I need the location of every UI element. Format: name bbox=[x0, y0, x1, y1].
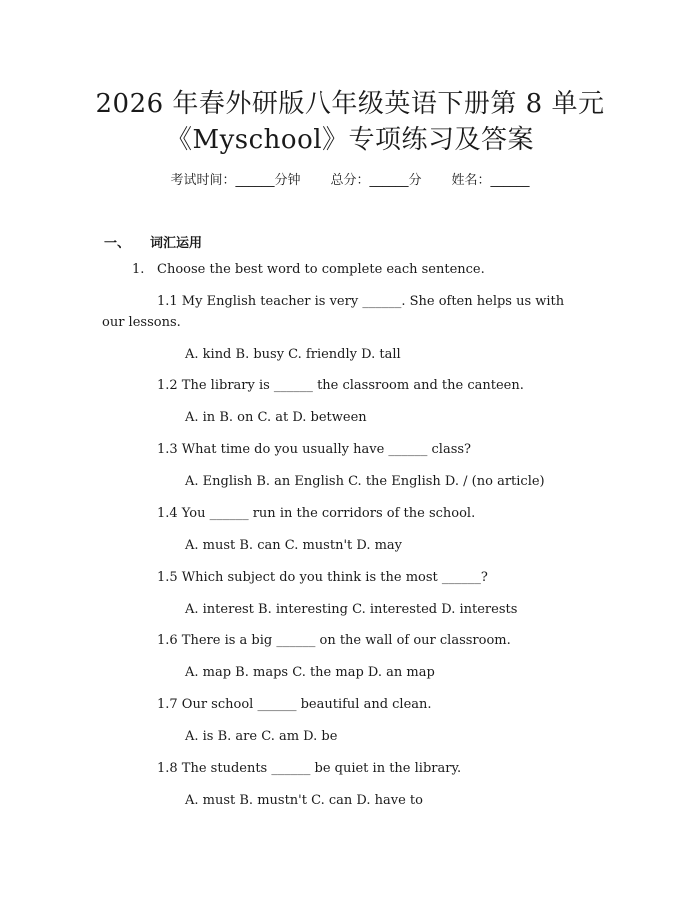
item-stem: 1.7 Our school ______ beautiful and clean. bbox=[157, 697, 432, 712]
item-stem: 1.4 You ______ run in the corridors of the school. bbox=[157, 506, 476, 521]
document-title-line-1: 2026 年春外研版八年级英语下册第 8 单元 bbox=[95, 89, 605, 119]
item-options: A. English B. an English C. the English D. / (no article) bbox=[185, 474, 545, 489]
item-stem: 1.8 The students ______ be quiet in the library. bbox=[157, 761, 462, 776]
section-heading bbox=[104, 232, 202, 251]
item-stem: 1.2 The library is ______ the classroom and the canteen. bbox=[157, 378, 524, 393]
item-options: A. is B. are C. am D. be bbox=[185, 729, 338, 744]
document-title-line-2: 《Myschool》专项练习及答案 bbox=[165, 125, 535, 155]
section-title: 词汇运用 bbox=[150, 236, 203, 251]
item-options: A. map B. maps C. the map D. an map bbox=[185, 665, 435, 680]
exam-time: 考试时间：______分钟 bbox=[170, 173, 301, 188]
exam-info bbox=[0, 169, 700, 188]
item-options: A. must B. mustn't C. can D. have to bbox=[185, 793, 423, 808]
item-options: A. must B. can C. mustn't D. may bbox=[185, 538, 403, 553]
item-stem: 1.5 Which subject do you think is the most ______? bbox=[157, 570, 488, 585]
section-number: 一、 bbox=[104, 236, 131, 251]
item-options: A. kind B. busy C. friendly D. tall bbox=[185, 347, 401, 362]
question-text: Choose the best word to complete each sentence. bbox=[157, 262, 485, 277]
item-options: A. interest B. interesting C. interested D. interests bbox=[185, 602, 518, 617]
exam-score: 总分：______分 bbox=[330, 173, 422, 188]
item-stem: 1.1 My English teacher is very ______. She often helps us with bbox=[157, 294, 565, 309]
item-options: A. in B. on C. at D. between bbox=[185, 410, 367, 425]
student-name: 姓名：______ bbox=[451, 173, 530, 188]
item-stem-continuation: our lessons. bbox=[102, 315, 181, 330]
item-stem: 1.6 There is a big ______ on the wall of our classroom. bbox=[157, 633, 511, 648]
item-stem: 1.3 What time do you usually have ______ class? bbox=[157, 442, 472, 457]
question-number: 1. bbox=[132, 262, 145, 277]
question-instruction bbox=[132, 262, 485, 277]
